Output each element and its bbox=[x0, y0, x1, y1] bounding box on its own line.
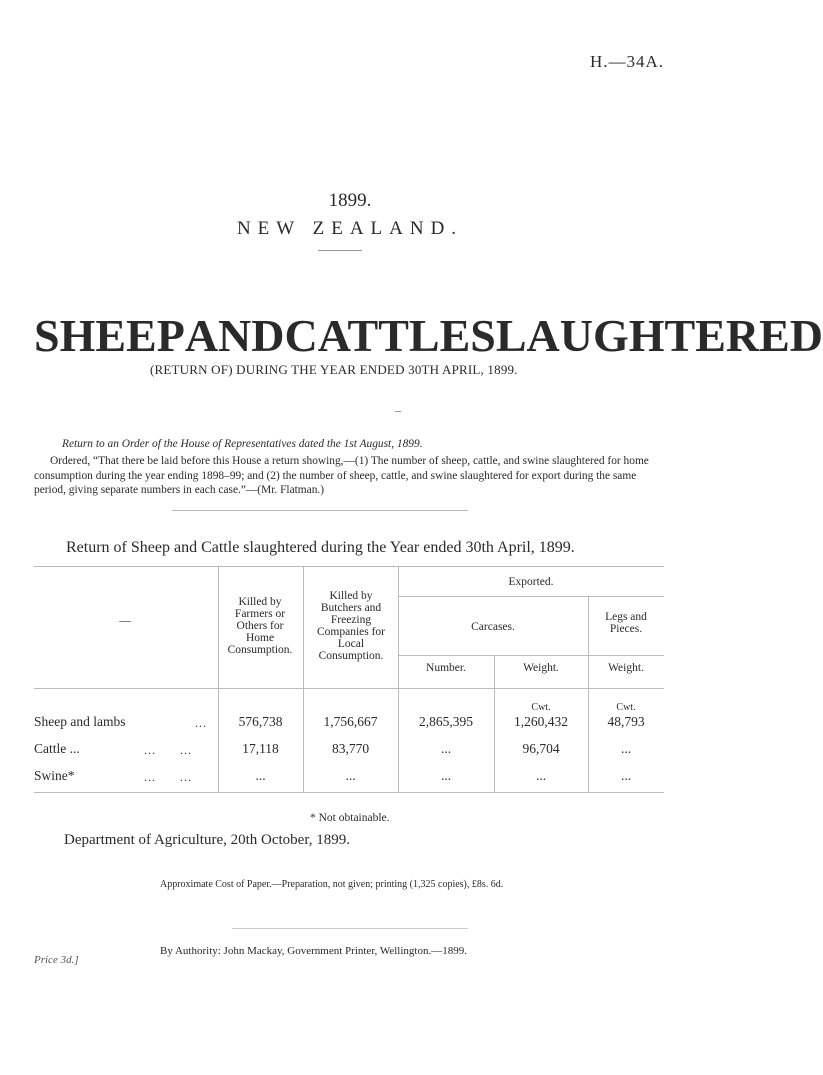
cell-number: ... bbox=[440, 768, 452, 783]
cost-line: Approximate Cost of Paper.—Preparation, not given; printing (1,325 copies), £8s. 6d. bbox=[160, 879, 504, 890]
row-label-sheep: Sheep and lambs bbox=[34, 714, 126, 729]
col-divider bbox=[588, 596, 589, 792]
unit-cwt: Cwt. bbox=[531, 702, 551, 713]
publication-year: 1899. bbox=[328, 190, 372, 211]
table-bottom-rule bbox=[34, 792, 664, 793]
section-rule bbox=[172, 510, 468, 511]
cell-legs: 48,793 bbox=[607, 714, 645, 729]
carcases-rule bbox=[398, 655, 664, 656]
title-word: SHEEP bbox=[34, 310, 185, 361]
row-leader-dots: ... bbox=[195, 716, 207, 730]
return-heading: Return of Sheep and Cattle slaughtered during the Year ended 30th April, 1899. bbox=[66, 539, 575, 556]
header-exported: Exported. bbox=[508, 576, 554, 588]
title-word: AND bbox=[184, 310, 285, 361]
title-word: SLAUGHTERED bbox=[470, 310, 823, 361]
header-legs-weight: Weight. bbox=[608, 662, 644, 674]
cell-weight: 96,704 bbox=[522, 741, 560, 756]
cell-farmers: 576,738 bbox=[238, 714, 283, 729]
header-dash: — bbox=[119, 615, 131, 627]
cell-legs: ... bbox=[620, 741, 632, 756]
col-divider bbox=[303, 566, 304, 792]
col-divider bbox=[398, 566, 399, 792]
order-heading: Return to an Order of the House of Representatives dated the 1st August, 1899. bbox=[62, 438, 423, 450]
header-number: Number. bbox=[426, 662, 466, 674]
cell-butchers: ... bbox=[345, 768, 356, 783]
row-leader-dots: ... ... bbox=[144, 743, 192, 757]
tiny-rule bbox=[395, 411, 401, 412]
table-top-rule bbox=[34, 566, 664, 567]
authority-line: By Authority: John Mackay, Government Printer, Wellington.—1899. bbox=[160, 945, 467, 957]
authority-rule bbox=[232, 928, 468, 929]
table-footnote: * Not obtainable. bbox=[310, 812, 390, 824]
header-legs-pieces: Legs and Pieces. bbox=[605, 611, 647, 635]
unit-cwt: Cwt. bbox=[616, 702, 636, 713]
header-carcases: Carcases. bbox=[471, 621, 515, 633]
cell-number: ... bbox=[440, 741, 452, 756]
row-leader-dots: ... ... bbox=[144, 770, 192, 784]
cell-number: 2,865,395 bbox=[419, 714, 473, 729]
country-heading: NEW ZEALAND. bbox=[236, 218, 464, 239]
cell-legs: ... bbox=[620, 768, 632, 783]
header-bottom-rule bbox=[34, 688, 664, 689]
main-title bbox=[34, 310, 823, 362]
cell-weight: 1,260,432 bbox=[514, 714, 568, 729]
header-killed-butchers: Killed by Butchers and Freezing Companies for Local Consumption. bbox=[316, 590, 386, 662]
header-killed-farmers: Killed by Farmers or Others for Home Consumption. bbox=[227, 596, 293, 656]
cell-butchers: 83,770 bbox=[331, 741, 370, 756]
row-label-cattle: Cattle ... bbox=[34, 741, 80, 756]
col-divider bbox=[218, 566, 219, 792]
order-text: Ordered, “That there be laid before this House a return showing,—(1) The number of sheep, cattle, and swine slaughtered for home consumption during the year ending 1898–99; and (2) the number of sheep, cattle, and swine slaughtered for export during the same period, giving separate numbers in each case.”—(Mr. Flatman.) bbox=[34, 455, 649, 496]
subtitle: (RETURN OF) DURING THE YEAR ENDED 30TH APRIL, 1899. bbox=[150, 362, 518, 377]
row-label-swine: Swine* bbox=[34, 768, 75, 783]
department-line: Department of Agriculture, 20th October, 1899. bbox=[64, 832, 350, 848]
cell-weight: ... bbox=[535, 768, 547, 783]
price-note: Price 3d.] bbox=[34, 954, 79, 966]
cell-farmers: 17,118 bbox=[242, 741, 279, 756]
title-word: CATTLE bbox=[284, 310, 471, 361]
short-rule bbox=[318, 250, 362, 251]
header-weight: Weight. bbox=[523, 662, 559, 674]
cell-farmers: ... bbox=[255, 768, 266, 783]
cell-butchers: 1,756,667 bbox=[323, 714, 378, 729]
document-reference: H.—34A. bbox=[589, 52, 664, 71]
exported-rule bbox=[398, 596, 664, 597]
